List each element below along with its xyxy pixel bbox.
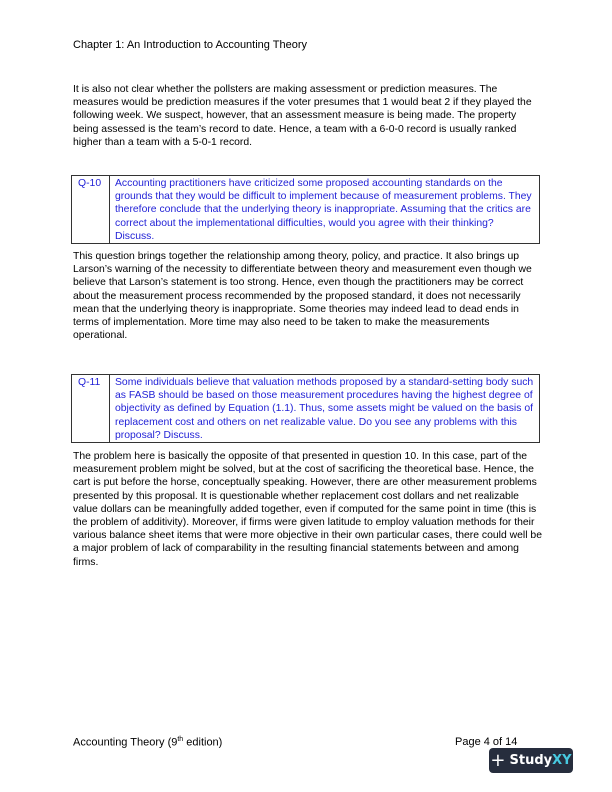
paragraph-answer-q11: The problem here is basically the opposite of that presented in question 10. In this case, part of the measurement problem might be solved, but at the cost of sacrificing the theoretical base. Hence, the cart is put before the horse, conceptually speaking. However, there are other measurement problems presented by this proposal. It is questionable whether replacement cost dollars and net realizable value dollars can be meaningfully added together, even if computed for the same point in time (this is the problem of additivity). Moreover, if firms were given latitude to employ valuation methods for their various balance sheet items that were more objective in their own particular cases, there could well be a major problem of lack of comparability in the resulting financial statements between and among firms. [73,451,542,568]
studyxy-watermark [489,748,573,773]
paragraph-answer-q10: This question brings together the relationship among theory, policy, and practice. It also brings up Larson’s warning of the necessity to differentiate between theory and measurement even though we believe that Larson’s statement is too strong. Hence, even though the practitioners may be correct about the measurement process recommended by the proposed standard, it does not necessarily mean that the underlying theory is inappropriate. Some theories may indeed lead to dead ends in terms of implementation. More time may also need to be taken to make the measurements operational. [73,251,532,342]
question-text: Some individuals believe that valuation methods proposed by a standard-setting body such as FASB should be based on those measurement procedures having the highest degree of objectivity as defined by Equation (1.1). Thus, some assets might be valued on the basis of replacement cost and others on net realizable value. Do you see any problems with this proposal? Discuss. [115,377,534,441]
chapter-header: Chapter 1: An Introduction to Accounting Theory [73,39,308,51]
question-text: Accounting practitioners have criticized some proposed accounting standards on the grounds that they would be difficult to implement because of measurement problems. They therefore conclude that the underlying theory is inappropriate. Assuming that the critics are correct about the implementational difficulties, would you agree with their thinking? Discuss. [115,178,532,242]
plus-icon: + [490,750,506,771]
brand-study: Study [509,753,553,768]
question-number: Q-11 [72,375,110,442]
question-box-q10 [71,175,540,244]
paragraph-pollsters: It is also not clear whether the pollsters are making assessment or prediction measures. The measures would be prediction measures if the voter presumes that 1 would beat 2 if they played the following week. We suspect, however, that an assessment measure is being made. The property being assessed is the team’s record to date. Hence, a team with a 6-0-0 record is usually ranked higher than a team with a 5-0-1 record. [73,84,532,148]
footer-book-title [73,736,222,749]
footer-title-suffix: edition) [183,736,223,749]
brand-xy: XY [552,753,572,768]
page-number: Page 4 of 14 [455,736,518,748]
edition-superscript: th [177,736,184,743]
question-number: Q-10 [72,176,110,243]
question-box-q11 [71,374,540,443]
footer-title-text: Accounting Theory (9 [73,736,178,749]
